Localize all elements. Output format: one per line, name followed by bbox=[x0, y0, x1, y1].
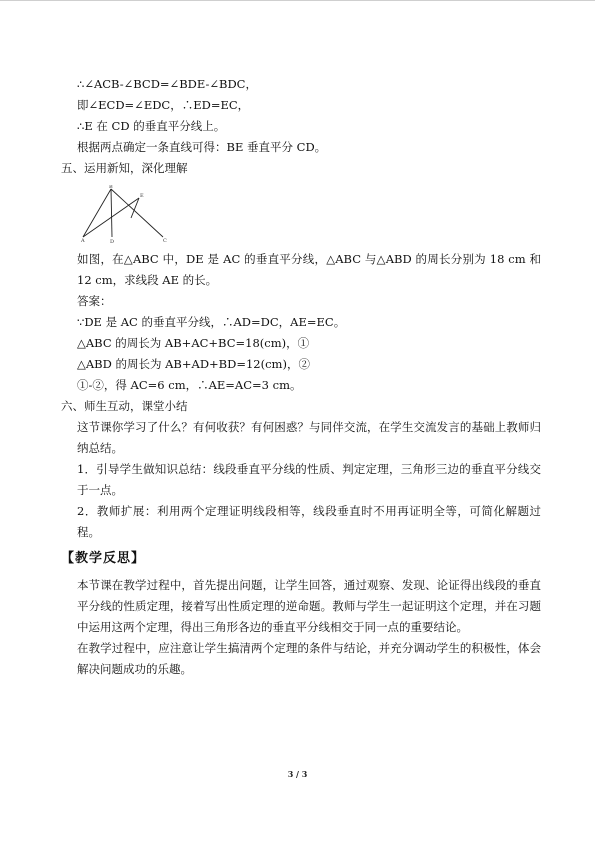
answer-label: 答案： bbox=[77, 294, 112, 308]
reflection-paragraph-1: 本节课在教学过程中，首先提出问题，让学生回答，通过观察、发现、论证得出线段的垂直平分线的性质定理，接着写出性质定理的逆命题。教师与学生一起证明这个定理，并在习题中运用这两个定理，得出三角形各边的垂直平分线相交于同一点的重要结论。 bbox=[77, 578, 541, 634]
label-d: D bbox=[110, 239, 115, 243]
summary-point-2: 2．教师扩展：利用两个定理证明线段相等，线段垂直时不用再证明全等，可简化解题过程。 bbox=[77, 504, 541, 539]
page-top-border bbox=[0, 0, 595, 1]
section-6-title: 六、师生互动，课堂小结 bbox=[61, 399, 188, 413]
answer-line-3: △ABD 的周长为 AB+AD+BD=12(cm)，② bbox=[77, 357, 310, 371]
summary-point-1: 1．引导学生做知识总结：线段垂直平分线的性质、判定定理，三角形三边的垂直平分线交于一点。 bbox=[77, 462, 541, 497]
proof-line-3: ∴E 在 CD 的垂直平分线上。 bbox=[77, 119, 226, 133]
label-e: E bbox=[140, 193, 144, 199]
reflection-heading: 【教学反思】 bbox=[61, 551, 146, 566]
document-body bbox=[61, 74, 541, 680]
question-text: 如图，在△ABC 中，DE 是 AC 的垂直平分线，△ABC 与△ABD 的周长分别为 18 cm 和 12 cm，求线段 AE 的长。 bbox=[77, 252, 541, 287]
answer-line-1: ∵DE 是 AC 的垂直平分线，∴AD=DC，AE=EC。 bbox=[77, 315, 346, 329]
proof-line-4: 根据两点确定一条直线可得：BE 垂直平分 CD。 bbox=[77, 140, 327, 154]
triangle-figure bbox=[79, 185, 169, 243]
answer-line-2: △ABC 的周长为 AB+AC+BC=18(cm)，① bbox=[77, 336, 310, 350]
section-5-title: 五、运用新知，深化理解 bbox=[61, 161, 188, 175]
label-b: B bbox=[109, 185, 113, 190]
proof-line-1: ∴∠ACB-∠BCD=∠BDE-∠BDC， bbox=[77, 77, 257, 91]
label-c: C bbox=[163, 238, 167, 243]
summary-paragraph: 这节课你学习了什么？有何收获？有何困惑？与同伴交流，在学生交流发言的基础上教师归纳总结。 bbox=[77, 420, 541, 455]
label-a: A bbox=[81, 238, 85, 243]
answer-line-4: ①-②，得 AC=6 cm，∴AE=AC=3 cm。 bbox=[77, 378, 302, 392]
proof-line-2: 即∠ECD=∠EDC，∴ED=EC， bbox=[77, 98, 250, 112]
reflection-paragraph-2: 在教学过程中，应注意让学生搞清两个定理的条件与结论，并充分调动学生的积极性，体会解决问题成功的乐趣。 bbox=[77, 641, 541, 676]
page-number: 3 / 3 bbox=[287, 769, 308, 779]
